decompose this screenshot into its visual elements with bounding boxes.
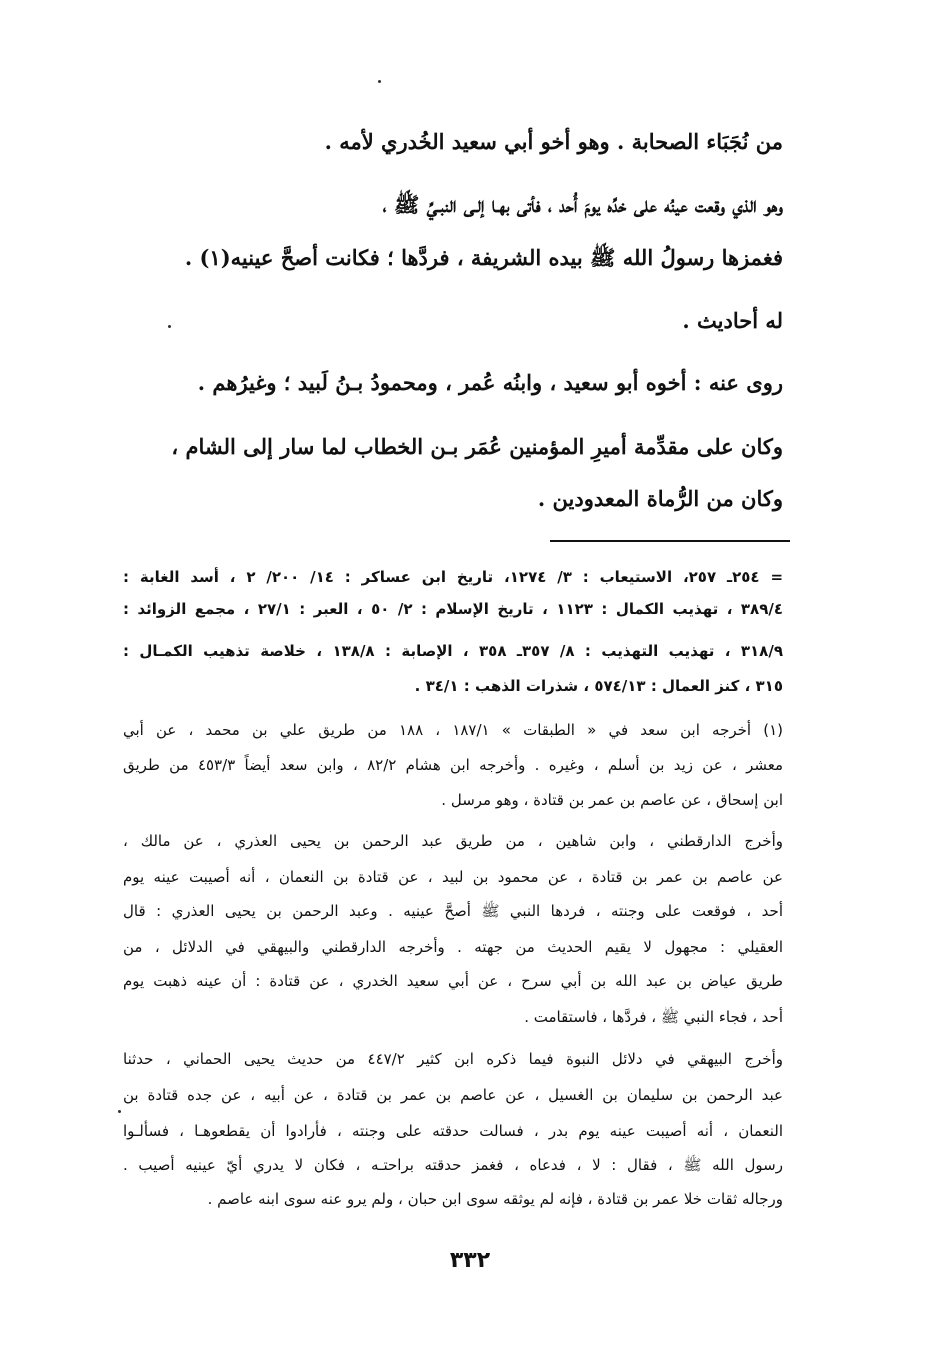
footnote-line: وأخرج البيهقي في دلائل النبوة فيما ذكره ابن كثير ٤٤٧/٢ من حديث يحيى الحماني ، حدثنا — [123, 1050, 783, 1068]
main-text-line: من نُجَبَاء الصحابة . وهو أخو أبي سعيد الخُدري لأمه . — [324, 129, 783, 154]
footnote-line: رسول الله ﷺ ، فقال : لا ، فدعاه ، فغمز حدقته براحتـه ، فكان لا يدري أيّ عينيه أصيب . — [123, 1156, 783, 1174]
main-text-line: وهو الذي وقعت عينُه على خدِّه يومَ أُحد ، فأتى بهـا إلـى النبـيِّ ﷺ ، — [382, 192, 783, 217]
footnote-line: ورجاله ثقات خلا عمر بن قتادة ، فإنه لم يوثقه سوى ابن حبان ، ولم يرو عنه سوى ابنه عاصم . — [207, 1190, 783, 1208]
main-text-line: له أحاديث . — [682, 308, 783, 333]
footnote-line: (١) أخرجه ابن سعد في « الطبقات » ١٨٧/١ ، ١٨٨ من طريق علي بن محمد ، عن أبي — [123, 721, 783, 739]
footnote-separator — [550, 540, 790, 542]
footnote-line: أحد ، فجاء النبي ﷺ ، فردَّها ، فاستقامت . — [524, 1008, 783, 1026]
page-number: ٣٣٢ — [449, 1248, 491, 1273]
scan-speck — [378, 80, 381, 83]
main-text-line: روى عنه : أخوه أبو سعيد ، وابنُه عُمر ، ومحمودُ بـنُ لَبيد ؛ وغيرُهم . — [197, 370, 783, 395]
sources-line: = ٢٥٤ـ ٢٥٧، الاستيعاب : ٣/ ١٢٧٤، تاريخ ابن عساكر : ١٤/ ٢٠٠/ ٢ ، أسد الغابة : — [123, 568, 784, 586]
scan-speck — [118, 1110, 121, 1113]
footnote-line: وأخرج الدارقطني ، وابن شاهين ، من طريق عبد الرحمن بن يحيى العذري ، عن مالك ، — [123, 832, 783, 850]
footnote-line: عبد الرحمن بن سليمان بن الغسيل ، عن عاصم بن عمر بن قتادة ، عن أبيه ، عن جده قتادة بن — [123, 1086, 783, 1104]
scan-speck — [168, 325, 171, 328]
footnote-line: طريق عياض بن عبد الله بن أبي سرح ، عن أبي سعيد الخدري ، عن قتادة : أن عينه ذهبت يوم — [123, 972, 783, 990]
footnote-line: ابن إسحاق ، عن عاصم بن عمر بن قتادة ، وهو مرسل . — [441, 791, 783, 809]
main-text-line: فغمزها رسولُ الله ﷺ بيده الشريفة ، فردَّها ؛ فكانت أصحَّ عينيه(١) . — [184, 245, 783, 270]
sources-line: ٣٨٩/٤ ، تهذيب الكمال : ١١٢٣ ، تاريخ الإسلام : ٢/ ٥٠ ، العبر : ٢٧/١ ، مجمع الزوائد : — [123, 600, 783, 618]
footnote-line: أحد ، فوقعت على وجنته ، فردها النبي ﷺ أصحَّ عينيه . وعبد الرحمن بن يحيى العذري : قال — [123, 902, 783, 920]
footnote-line: عن عاصم بن عمر بن قتادة ، عن محمود بن لبيد ، عن قتادة بن النعمان ، أنه أصيبت عينه يوم — [123, 868, 783, 886]
footnote-line: العقيلي : مجهول لا يقيم الحديث من جهته . وأخرجه الدارقطني والبيهقي في الدلائل ، من — [123, 938, 783, 956]
footnote-line: النعمان ، أنه أصيبت عينه يوم بدر ، فسالت حدقته على وجنته ، فأرادوا أن يقطعوهـا ، فسألـوا — [123, 1122, 783, 1140]
sources-line: ٣١٥ ، كنز العمال : ٥٧٤/١٣ ، شذرات الذهب : ٣٤/١ . — [414, 677, 783, 695]
main-text-line: وكان من الرُّماة المعدودين . — [537, 486, 783, 511]
sources-line: ٣١٨/٩ ، تهذيب التهذيب : ٨/ ٣٥٧ـ ٣٥٨ ، الإصابة : ١٣٨/٨ ، خلاصة تذهيب الكمـال : — [123, 642, 783, 660]
main-text-line: وكان على مقدِّمة أميرِ المؤمنين عُمَر بـن الخطاب لما سار إلى الشام ، — [171, 434, 783, 459]
footnote-line: معشر ، عن زيد بن أسلم ، وغيره . وأخرجه ابن هشام ٨٢/٢ ، وابن سعد أيضاً ٤٥٣/٣ من طريق — [123, 756, 784, 774]
